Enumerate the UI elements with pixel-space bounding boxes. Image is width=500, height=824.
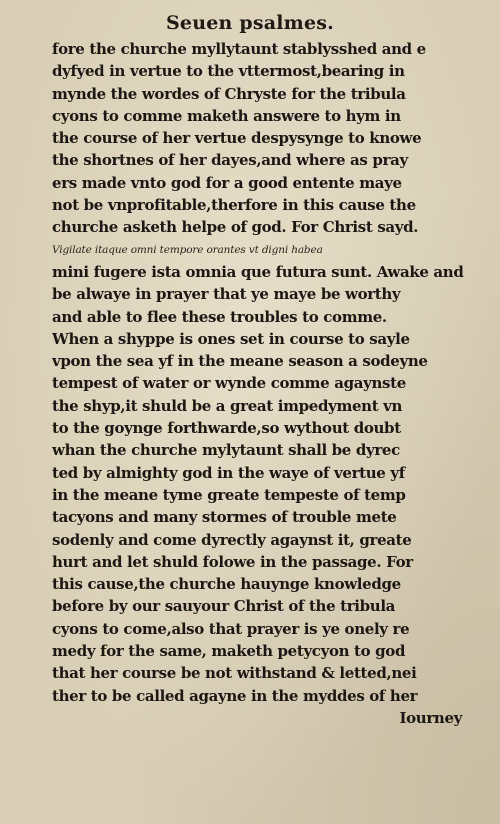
text-line: tacyons and many stormes of trouble mete [52, 508, 397, 527]
text-line: When a shyppe is ones set in course to sayle [52, 329, 410, 348]
text-line: to the goynge forthwarde,so wythout doubt [52, 419, 401, 438]
text-line: ers made vnto god for a good entente maye [52, 173, 402, 192]
latin-quotation-line: Vigilate itaque omni tempore orantes vt digni habea [52, 243, 323, 256]
text-line: before by our sauyour Christ of the tribula [52, 597, 396, 616]
text-line: ther to be called agayne in the myddes of her [52, 686, 418, 705]
catchword: Iourney [399, 708, 462, 727]
text-line: the shyp,it shuld be a great impedyment vn [52, 396, 403, 415]
text-line: this cause,the churche hauynge knowledge [52, 575, 401, 594]
text-line: that her course be not withstand & letted,nei [52, 664, 417, 683]
text-line: medy for the same, maketh petycyon to god [52, 642, 406, 661]
running-head: Seuen psalmes. [166, 12, 334, 34]
text-line: fore the churche myllytaunt stablysshed and e [52, 40, 426, 58]
text-line: sodenly and come dyrectly agaynst it, greate [52, 530, 412, 549]
text-block [52, 38, 468, 729]
text-line: ted by almighty god in the waye of vertue yf [52, 463, 405, 482]
text-line: and able to flee these troubles to comme. [52, 307, 387, 326]
text-line: be alwaye in prayer that ye maye be worthy [52, 285, 401, 304]
text-line: dyfyed in vertue to the vttermost,bearing in [52, 62, 405, 81]
text-line: mini fugere ista omnia que futura sunt. Awake and [52, 262, 464, 281]
text-line: cyons to come,also that prayer is ye onely re [52, 619, 410, 638]
text-line: tempest of water or wynde comme agaynste [52, 374, 406, 393]
text-line: the shortnes of her dayes,and where as pray [52, 151, 408, 170]
text-line: hurt and let shuld folowe in the passage. For [52, 552, 413, 571]
text-line: whan the churche mylytaunt shall be dyrec [52, 441, 400, 460]
text-line: churche asketh helpe of god. For Christ sayd. [52, 218, 419, 237]
text-line: in the meane tyme greate tempeste of temp [52, 485, 406, 504]
text-line: cyons to comme maketh answere to hym in [52, 106, 401, 125]
text-line: mynde the wordes of Chryste for the tribula [52, 84, 406, 103]
text-line: not be vnprofitable,therfore in this cause the [52, 196, 416, 215]
text-line: the course of her vertue despysynge to knowe [52, 129, 422, 148]
text-line: vpon the sea yf in the meane season a sodeyne [52, 352, 428, 371]
